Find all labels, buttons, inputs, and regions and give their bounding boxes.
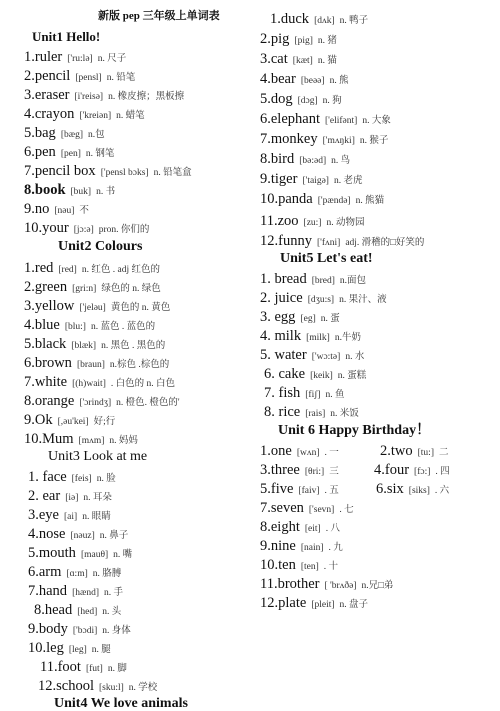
entry-meaning: 好;行 [93, 417, 116, 427]
entry-phonetic: [ 'brʌðə] [324, 581, 357, 591]
word-entry [28, 545, 132, 561]
word-entry [24, 298, 170, 314]
word-entry [260, 519, 340, 535]
entry-phonetic: [feis] [71, 474, 92, 484]
entry-phonetic: ['pændə] [317, 196, 351, 206]
word-entry [24, 201, 89, 217]
word-entry [260, 191, 384, 207]
entry-phonetic: [buk] [70, 187, 92, 197]
entry-phonetic: [zu:] [303, 218, 322, 228]
entry-meaning: n. 动物园 [326, 218, 365, 228]
entry-word: 2.green [24, 279, 68, 295]
word-entry [260, 151, 350, 167]
entry-meaning: n. 米饭 [330, 409, 359, 419]
entry-word: 8. rice [264, 404, 301, 420]
entry-meaning: n. 盘子 [339, 600, 369, 610]
word-entry [260, 271, 366, 287]
word-entry [24, 412, 115, 428]
entry-phonetic: [fiʃ] [305, 390, 321, 400]
entry-meaning: . 四 [435, 467, 450, 477]
entry-word: 6.pen [24, 144, 56, 160]
word-entry [24, 279, 161, 295]
entry-meaning: pron. 你们的 [98, 225, 150, 235]
entry-word: 11.foot [40, 659, 81, 675]
entry-meaning: n. 眼睛 [82, 512, 111, 522]
entry-meaning: n. 蛋糕 [337, 371, 367, 381]
word-entry-second [380, 443, 449, 459]
entry-phonetic: [gri:n] [72, 284, 97, 294]
entry-word: 5.bag [24, 125, 56, 141]
word-entry [260, 500, 354, 516]
entry-word: 4.bear [260, 71, 296, 87]
entry-phonetic: [leg] [68, 645, 87, 655]
entry-phonetic: [pleit] [311, 600, 335, 610]
word-entry [28, 526, 128, 542]
entry-meaning: n. 身体 [102, 626, 131, 636]
entry-word: 1. face [28, 469, 67, 485]
entry-word: 8.bird [260, 151, 295, 167]
entry-word: 10.your [24, 220, 69, 236]
entry-phonetic: [mauθ] [80, 550, 109, 560]
unit-heading: Unit1 Hello! [32, 29, 101, 44]
entry-meaning: n. 鼻子 [99, 531, 129, 541]
entry-phonetic: [dʌk] [314, 16, 335, 26]
entry-word: 6.brown [24, 355, 72, 371]
entry-phonetic: [fɔ:] [414, 467, 431, 477]
entry-phonetic: [(h)wait] [72, 379, 106, 389]
entry-phonetic: [hænd] [72, 588, 99, 598]
entry-word: 12.school [38, 678, 94, 694]
entry-word: 2.two [380, 443, 413, 459]
word-entry [260, 328, 361, 344]
word-entry [270, 11, 368, 27]
entry-phonetic: [blæk] [71, 341, 97, 351]
entry-phonetic: [dʒu:s] [307, 295, 335, 305]
entry-word: 9.nine [260, 538, 296, 554]
entry-phonetic: [sku:l] [98, 683, 124, 693]
entry-phonetic: [ɑ:m] [66, 569, 88, 579]
entry-word: 1. bread [260, 271, 307, 287]
word-entry [24, 317, 155, 333]
entry-meaning: adj. 滑稽的□好笑的 [345, 238, 425, 248]
entry-meaning: . 八 [325, 524, 340, 534]
entry-word: 5.dog [260, 91, 293, 107]
entry-phonetic: [hed] [77, 607, 98, 617]
entry-meaning: n. 蓝色 . 蓝色的 [90, 322, 156, 332]
entry-word: 10.Mum [24, 431, 74, 447]
entry-word: 2.pig [260, 31, 290, 47]
entry-word: 10.panda [260, 191, 313, 207]
entry-phonetic: [beəə] [300, 76, 325, 86]
word-entry [260, 51, 337, 67]
entry-phonetic: [ai] [64, 512, 78, 522]
entry-meaning: 三 [329, 467, 339, 477]
entry-meaning: . 七 [339, 505, 354, 515]
entry-word: 3.eye [28, 507, 59, 523]
entry-word: 5.five [260, 481, 294, 497]
entry-meaning: n. 尺子 [97, 54, 127, 64]
word-entry [24, 87, 184, 103]
entry-meaning: n. 妈妈 [109, 436, 138, 446]
entry-phonetic: ['ru:lə] [67, 54, 93, 64]
word-entry [260, 213, 364, 229]
entry-word: 7.pencil box [24, 163, 96, 179]
entry-word: 5. water [260, 347, 307, 363]
entry-meaning: n. 铅笔盒 [153, 168, 192, 178]
entry-meaning: . 十 [323, 562, 339, 572]
entry-meaning: n. 鱼 [325, 390, 345, 400]
word-entry [24, 220, 149, 236]
entry-phonetic: ['fʌni] [316, 238, 341, 248]
word-entry [260, 111, 391, 127]
entry-phonetic: [blu:] [64, 322, 86, 332]
entry-meaning: n. 橙色. 橙色的' [116, 398, 180, 408]
entry-meaning: n. 黑色 . 黑色的 [101, 341, 166, 351]
word-entry [24, 393, 180, 409]
entry-phonetic: [keik] [310, 371, 333, 381]
word-entry [24, 163, 192, 179]
entry-word: 4.nose [28, 526, 66, 542]
entry-phonetic: [braun] [76, 360, 105, 370]
word-entry [260, 576, 393, 592]
unit-heading: Unit4 We love animals [54, 696, 188, 711]
entry-word: 5.black [24, 336, 67, 352]
word-entry [24, 144, 114, 160]
entry-phonetic: [nəuz] [70, 531, 95, 541]
entry-meaning: n. 铅笔 [106, 73, 136, 83]
entry-word: 1.duck [270, 11, 310, 27]
word-entry [24, 374, 175, 390]
entry-meaning: n.牛奶 [334, 333, 361, 343]
entry-phonetic: [milk] [306, 333, 330, 343]
entry-phonetic: ['taigə] [302, 176, 329, 186]
entry-meaning: . 五 [324, 486, 339, 496]
unit-heading: Unit5 Let's eat! [280, 251, 373, 266]
entry-word: 12.funny [260, 233, 312, 249]
entry-word: 9.Ok [24, 412, 53, 428]
unit-heading: Unit2 Colours [58, 239, 143, 254]
entry-meaning: n. 猴子 [359, 136, 389, 146]
page-title: 新版 pep 三年级上单词表 [98, 10, 220, 22]
entry-word: 3.three [260, 462, 300, 478]
entry-phonetic: [jɔ:ə] [73, 225, 94, 235]
entry-phonetic: [bæg] [60, 130, 83, 140]
entry-phonetic: [bred] [311, 276, 335, 286]
entry-meaning: 黄色的 n. 黄色 [110, 303, 171, 313]
word-entry [260, 347, 364, 363]
entry-word: 2.pencil [24, 68, 71, 84]
entry-word: 8.book [24, 182, 66, 198]
entry-meaning: n. 橡皮擦；黑板擦 [108, 92, 185, 102]
entry-meaning: n. 耳朵 [83, 493, 112, 503]
word-entry [260, 538, 343, 554]
entry-meaning: n.面包 [339, 276, 367, 286]
entry-phonetic: [wʌn] [296, 448, 320, 458]
entry-word: 9.body [28, 621, 68, 637]
word-entry [24, 106, 145, 122]
entry-phonetic: ['elifənt] [325, 116, 358, 126]
entry-phonetic: [pen] [60, 149, 81, 159]
word-entry-second [374, 462, 450, 478]
word-entry [260, 171, 362, 187]
entry-word: 11.brother [260, 576, 320, 592]
entry-phonetic: ['jeləu] [79, 303, 106, 313]
entry-word: 6.elephant [260, 111, 320, 127]
word-entry [24, 431, 138, 447]
entry-word: 1.one [260, 443, 292, 459]
entry-word: 4.blue [24, 317, 60, 333]
entry-phonetic: [eg] [300, 314, 316, 324]
entry-meaning: n. 熊猫 [355, 196, 385, 206]
word-entry [260, 71, 349, 87]
word-entry [260, 309, 340, 325]
word-entry [28, 621, 131, 637]
word-entry-pair [260, 462, 450, 478]
entry-word: 10.leg [28, 640, 64, 656]
entry-phonetic: [mʌm] [78, 436, 105, 446]
entry-word: 4.crayon [24, 106, 75, 122]
entry-meaning: n. 老虎 [333, 176, 363, 186]
entry-word: 7. fish [264, 385, 301, 401]
word-entry [24, 182, 115, 198]
word-entry [24, 125, 105, 141]
entry-meaning: n. 狗 [322, 96, 342, 106]
word-entry [260, 595, 368, 611]
entry-meaning: n. 鸟 [331, 156, 351, 166]
word-entry [28, 469, 116, 485]
entry-meaning: n. 书 [96, 187, 116, 197]
entry-meaning: n. 学校 [128, 683, 158, 693]
word-entry [264, 404, 359, 420]
entry-meaning: n. 嘴 [113, 550, 133, 560]
entry-meaning: n.棕色 .棕色的 [109, 360, 170, 370]
entry-phonetic: [nəu] [54, 206, 75, 216]
word-entry [38, 678, 157, 694]
entry-meaning: n. 猪 [317, 36, 337, 46]
word-entry-second [376, 481, 449, 497]
entry-word: 8.head [34, 602, 73, 618]
entry-meaning: n. 腿 [91, 645, 111, 655]
entry-phonetic: [kæt] [292, 56, 313, 66]
word-entry [24, 336, 165, 352]
word-entry [260, 31, 337, 47]
entry-phonetic: [tu:] [417, 448, 434, 458]
word-entry [260, 233, 424, 249]
entry-meaning: . 一 [324, 448, 339, 458]
unit-heading: Unit 6 Happy Birthday！ [278, 423, 431, 438]
word-entry [260, 131, 388, 147]
entry-phonetic: [dɔg] [297, 96, 318, 106]
word-entry [28, 507, 111, 523]
entry-meaning: n. 水 [345, 352, 365, 362]
entry-phonetic: [ten] [300, 562, 319, 572]
entry-meaning: n. 手 [103, 588, 123, 598]
entry-phonetic: [i'reisə] [74, 92, 104, 102]
entry-word: 3.eraser [24, 87, 70, 103]
entry-word: 6.arm [28, 564, 62, 580]
entry-phonetic: ['bɔdi] [72, 626, 98, 636]
entry-meaning: n. 红色 . adj 红色的 [81, 265, 160, 275]
entry-word: 7.hand [28, 583, 68, 599]
entry-word: 8.eight [260, 519, 300, 535]
entry-word: 3.cat [260, 51, 288, 67]
entry-phonetic: [siks] [408, 486, 430, 496]
word-entry [24, 260, 160, 276]
entry-meaning: n. 胳膊 [92, 569, 122, 579]
entry-phonetic: ['kreiən] [79, 111, 112, 121]
entry-word: 9.no [24, 201, 50, 217]
entry-word: 3.yellow [24, 298, 75, 314]
entry-phonetic: ['wɔ:tə] [311, 352, 341, 362]
word-entry [28, 564, 121, 580]
entry-word: 7.white [24, 374, 68, 390]
entry-phonetic: [rais] [305, 409, 326, 419]
entry-phonetic: ['pensl bɔks] [100, 168, 149, 178]
entry-meaning: n. 脸 [96, 474, 116, 484]
entry-phonetic: [fut] [85, 664, 103, 674]
entry-meaning: n. 脚 [107, 664, 127, 674]
word-entry [34, 602, 121, 618]
entry-word: 9.tiger [260, 171, 298, 187]
entry-word: 5.mouth [28, 545, 76, 561]
entry-word: 6. cake [264, 366, 306, 382]
unit-heading: Unit3 Look at me [48, 449, 148, 464]
entry-meaning: 不 [79, 206, 89, 216]
entry-word: 4. milk [260, 328, 302, 344]
word-entry [24, 355, 169, 371]
word-entry [40, 659, 127, 675]
word-entry-pair [260, 443, 449, 459]
entry-phonetic: ['sevn] [308, 505, 335, 515]
entry-meaning: 绿色的 n. 绿色 [101, 284, 161, 294]
entry-word: 2. ear [28, 488, 61, 504]
entry-phonetic: [,əu'kei] [57, 417, 89, 427]
entry-meaning: n. 猫 [317, 56, 337, 66]
entry-phonetic: [nain] [300, 543, 324, 553]
word-entry [264, 366, 366, 382]
entry-meaning: . 白色的 n. 白色 [110, 379, 175, 389]
entry-word: 2. juice [260, 290, 303, 306]
entry-meaning: n. 熊 [329, 76, 349, 86]
entry-word: 8.orange [24, 393, 75, 409]
entry-word: 10.ten [260, 557, 296, 573]
word-entry [260, 290, 387, 306]
entry-phonetic: [bə:əd] [299, 156, 327, 166]
entry-meaning: n. 果汁、液 [339, 295, 387, 305]
word-entry [264, 385, 345, 401]
entry-word: 1.red [24, 260, 54, 276]
entry-word: 1.ruler [24, 49, 63, 65]
word-entry-pair [260, 481, 450, 497]
word-entry [28, 583, 123, 599]
word-entry [260, 557, 338, 573]
entry-word: 4.four [374, 462, 410, 478]
word-entry [260, 91, 342, 107]
entry-phonetic: [pensl] [75, 73, 102, 83]
entry-word: 7.seven [260, 500, 304, 516]
entry-word: 11.zoo [260, 213, 299, 229]
entry-meaning: 二 [438, 448, 449, 458]
word-entry [28, 488, 112, 504]
entry-phonetic: [faiv] [298, 486, 320, 496]
entry-word: 6.six [376, 481, 404, 497]
entry-meaning: n.兄□弟 [361, 581, 394, 591]
entry-meaning: n. 头 [102, 607, 122, 617]
entry-meaning: n. 蛋 [320, 314, 340, 324]
entry-word: 7.monkey [260, 131, 318, 147]
entry-phonetic: [red] [58, 265, 77, 275]
entry-meaning: n. 鸭子 [339, 16, 369, 26]
entry-phonetic: [θri:] [304, 467, 325, 477]
entry-meaning: n. 钢笔 [85, 149, 115, 159]
entry-phonetic: ['ɔrindʒ] [79, 398, 112, 408]
entry-phonetic: [pig] [294, 36, 313, 46]
entry-phonetic: ['mʌŋki] [322, 136, 355, 146]
word-entry [24, 68, 135, 84]
entry-phonetic: [eit] [304, 524, 321, 534]
word-entry [28, 640, 111, 656]
word-entry [24, 49, 126, 65]
entry-meaning: . 六 [434, 486, 450, 496]
entry-word: 3. egg [260, 309, 296, 325]
entry-word: 12.plate [260, 595, 307, 611]
entry-meaning: n. 大象 [362, 116, 391, 126]
entry-meaning: n. 蜡笔 [116, 111, 145, 121]
entry-phonetic: [iə] [65, 493, 79, 503]
entry-meaning: . 九 [328, 543, 343, 553]
entry-meaning: n.包 [87, 130, 105, 140]
